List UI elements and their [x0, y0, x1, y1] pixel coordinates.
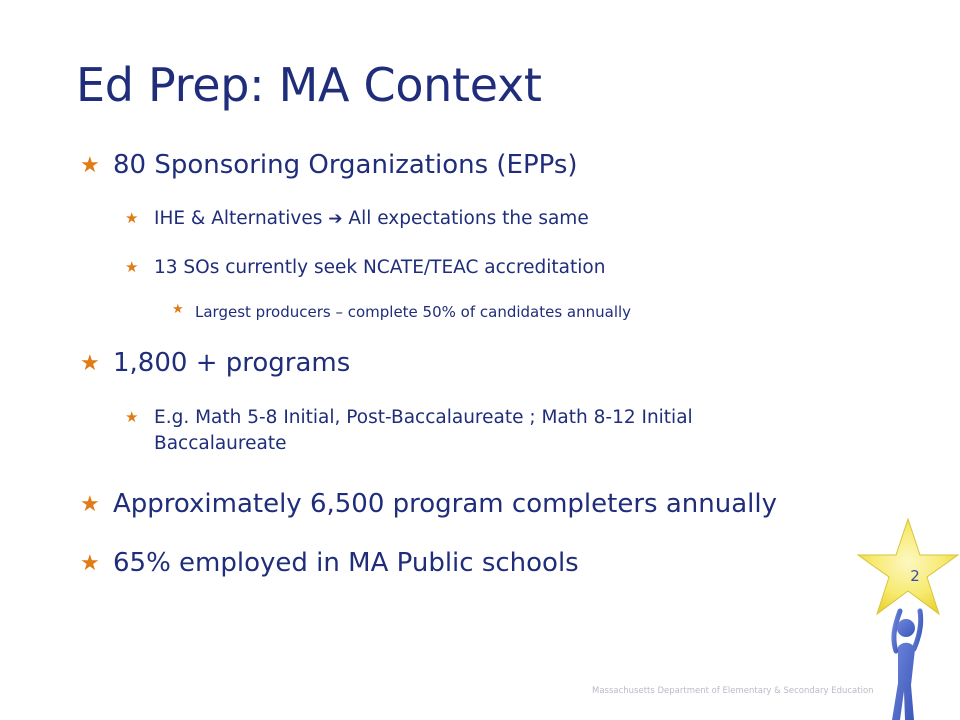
bullet-text: 1,800 + programs [113, 348, 351, 378]
bullet-text-before: IHE & Alternatives [154, 208, 323, 229]
bullet-completers [80, 489, 777, 519]
bullet-text: E.g. Math 5-8 Initial, Post-Baccalaureate ; Math 8-12 Initial Baccalaureate [154, 407, 693, 454]
bullet-text: Approximately 6,500 program completers annually [113, 489, 777, 519]
bullet-ncate-teac [125, 255, 605, 281]
bullet-text-after: All expectations the same [348, 208, 589, 229]
star-icon: ★ [80, 351, 100, 376]
bullet-text: 13 SOs currently seek NCATE/TEAC accreditation [154, 257, 606, 278]
page-number: 2 [910, 567, 920, 585]
bullet-largest-producers [172, 302, 631, 322]
bullet-employed [80, 548, 579, 578]
bullet-sponsoring-orgs [80, 150, 578, 180]
star-icon: ★ [172, 302, 184, 317]
bullet-text: 80 Sponsoring Organizations (EPPs) [113, 150, 578, 180]
star-icon: ★ [80, 551, 100, 576]
slide-title: Ed Prep: MA Context [76, 58, 542, 112]
star-icon: ★ [125, 209, 139, 227]
star-icon: ★ [80, 153, 100, 178]
star-icon: ★ [80, 492, 100, 517]
star-icon: ★ [125, 408, 139, 426]
footer-text: Massachusetts Department of Elementary & Secondary Education [592, 686, 874, 696]
bullet-math-example [125, 405, 805, 457]
bullet-text: 65% employed in MA Public schools [113, 548, 579, 578]
star-icon: ★ [125, 258, 139, 276]
bullet-programs [80, 348, 350, 378]
arrow-right-icon: ➔ [328, 209, 343, 229]
bullet-text: Largest producers – complete 50% of candidates annually [195, 303, 632, 321]
bullet-ihe-alternatives [125, 206, 589, 232]
